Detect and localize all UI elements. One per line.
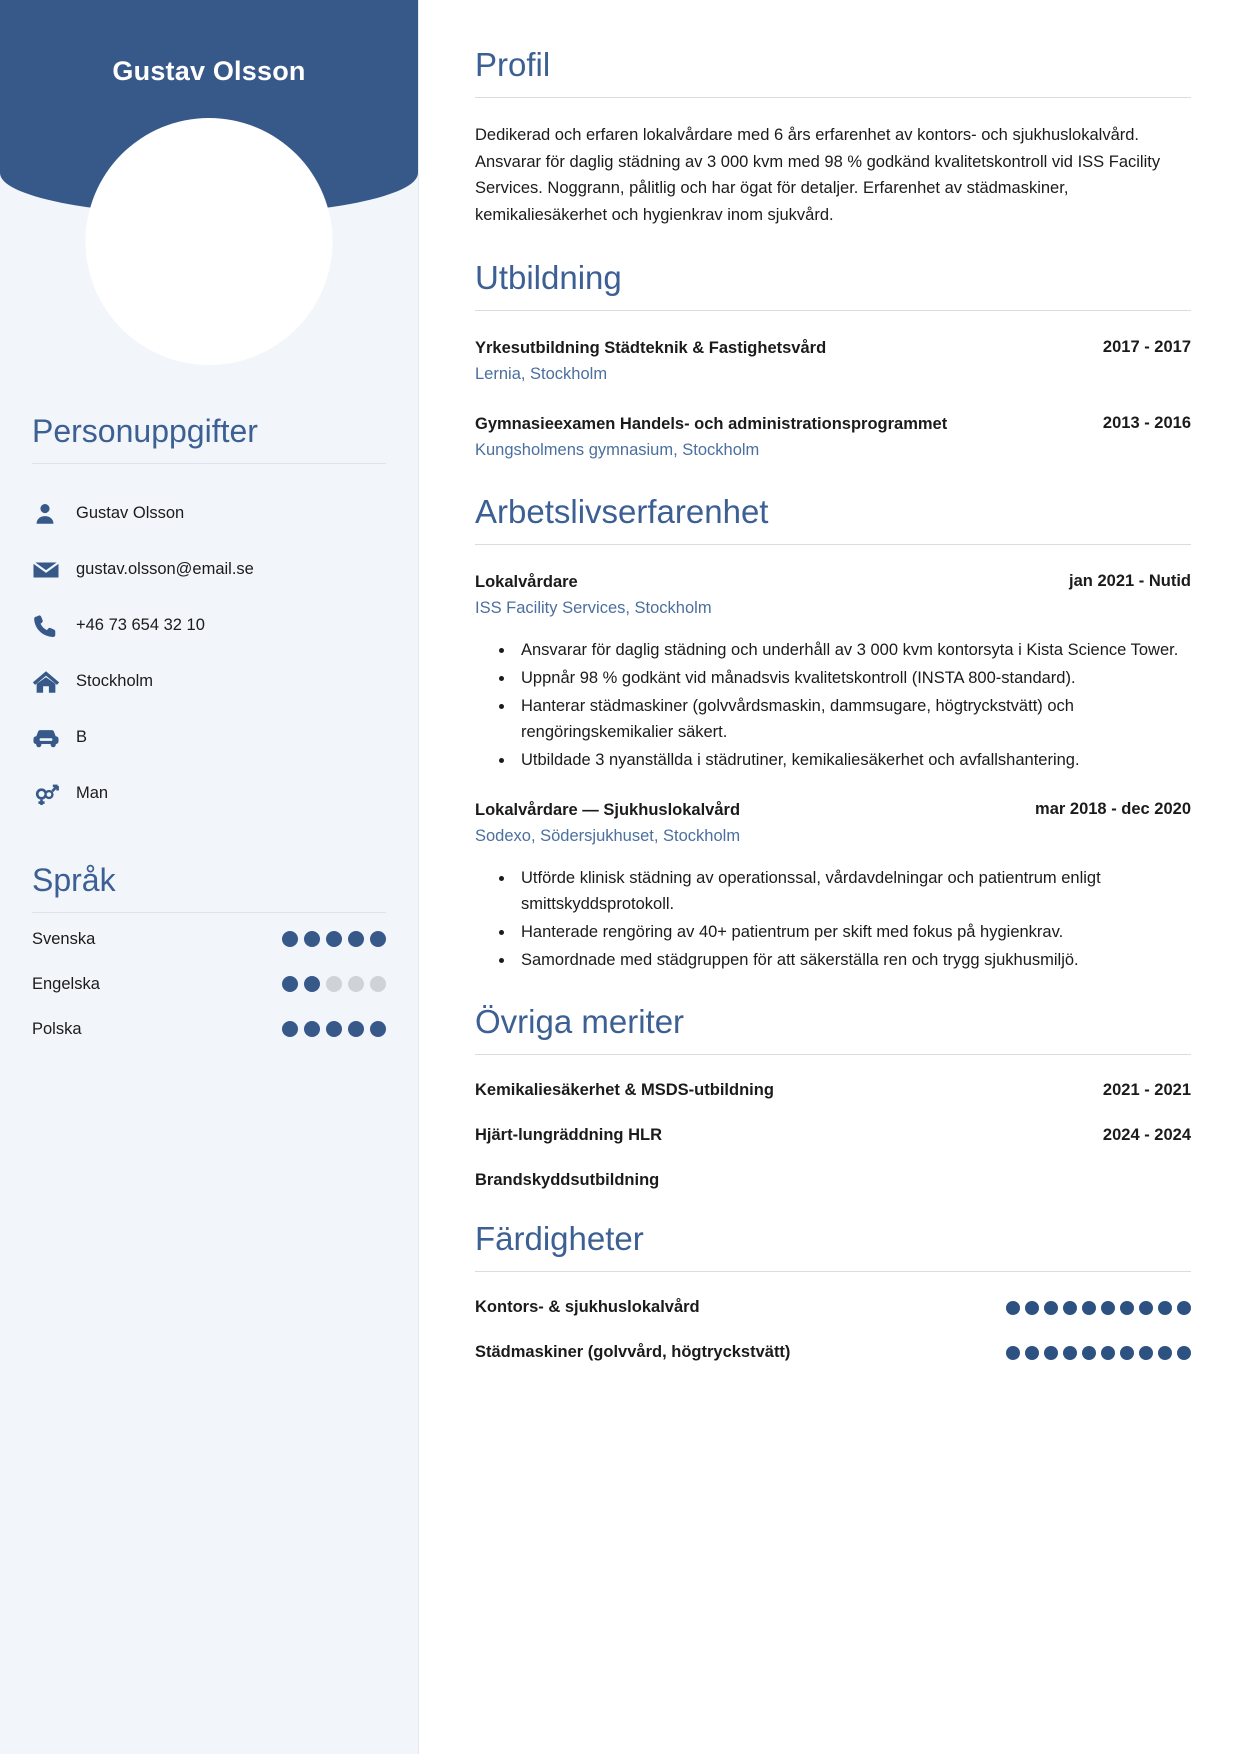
rating-dot — [282, 1021, 298, 1037]
job-bullets — [475, 637, 1191, 773]
rating-dot — [1101, 1301, 1115, 1315]
profile-section — [475, 46, 1191, 229]
detail-value-license: B — [76, 728, 88, 747]
avatar — [86, 118, 333, 365]
education-entry — [475, 413, 1191, 463]
job-employer: Sodexo, Södersjukhuset, Stockholm — [475, 827, 741, 846]
rating-dot — [1082, 1346, 1096, 1360]
rating-dot — [1063, 1301, 1077, 1315]
detail-value-phone: +46 73 654 32 10 — [76, 616, 205, 635]
rating-dot — [348, 1021, 364, 1037]
rating-dot — [326, 976, 342, 992]
rating-dot — [1044, 1346, 1058, 1360]
rating-dot — [370, 1021, 386, 1037]
job-bullets — [475, 865, 1191, 973]
merit-name: Brandskyddsutbildning — [475, 1171, 660, 1190]
rating-dot — [1177, 1301, 1191, 1315]
language-row — [32, 962, 386, 1007]
detail-value-email: gustav.olsson@email.se — [76, 560, 254, 579]
merit-row — [475, 1081, 1191, 1100]
divider — [475, 310, 1191, 311]
languages-heading: Språk — [32, 861, 116, 898]
language-name: Polska — [32, 1019, 82, 1038]
merit-date: 2024 - 2024 — [1102, 1126, 1191, 1145]
language-name: Svenska — [32, 929, 96, 948]
entry-header — [475, 799, 1191, 822]
job-bullet: • Hanterade rengöring av 40+ patientrum per skift med fokus på hygienkrav. — [515, 919, 1191, 945]
education-date: 2013 - 2016 — [1102, 413, 1191, 432]
skills-section — [475, 1220, 1191, 1362]
education-list — [475, 337, 1191, 463]
divider — [32, 912, 386, 913]
rating-dot — [1025, 1301, 1039, 1315]
main-content — [419, 0, 1241, 1754]
skills-heading: Färdigheter — [475, 1220, 644, 1258]
rating-dot — [1006, 1346, 1020, 1360]
language-row — [32, 917, 386, 962]
entry-header — [475, 571, 1191, 594]
education-title: Yrkesutbildning Städteknik & Fastighetsvård — [475, 338, 827, 357]
job-employer: ISS Facility Services, Stockholm — [475, 598, 712, 617]
rating-dot — [1158, 1346, 1172, 1360]
rating-dot — [348, 931, 364, 947]
job-bullet: • Utbildade 3 nyanställda i städrutiner, kemikaliesäkerhet och avfallshantering. — [515, 747, 1191, 773]
detail-row-email — [32, 542, 386, 598]
education-date: 2017 - 2017 — [1102, 337, 1191, 356]
rating-dot — [1139, 1301, 1153, 1315]
merit-name: Kemikaliesäkerhet & MSDS-utbildning — [475, 1081, 774, 1100]
detail-value-city: Stockholm — [76, 672, 154, 691]
experience-section — [475, 493, 1191, 974]
rating-dot — [304, 931, 320, 947]
language-rating — [282, 1021, 386, 1037]
divider — [475, 97, 1191, 98]
experience-entry — [475, 799, 1191, 973]
merits-heading: Övriga meriter — [475, 1003, 685, 1041]
merit-row — [475, 1126, 1191, 1145]
rating-dot — [326, 931, 342, 947]
home-icon — [32, 669, 72, 695]
car-icon — [32, 726, 72, 750]
job-title: Lokalvårdare — Sjukhuslokalvård — [475, 801, 741, 820]
rating-dot — [1063, 1346, 1077, 1360]
rating-dot — [1139, 1346, 1153, 1360]
rating-dot — [1044, 1301, 1058, 1315]
rating-dot — [370, 931, 386, 947]
education-title: Gymnasieexamen Handels- och administrationsprogrammet — [475, 414, 948, 433]
divider — [32, 463, 386, 464]
divider — [475, 1054, 1191, 1055]
skill-name: Städmaskiner (golvvård, högtryckstvätt) — [475, 1343, 791, 1362]
job-bullet: • Ansvarar för daglig städning och underhåll av 3 000 kvm kontorsyta i Kista Science Tower. — [515, 637, 1191, 663]
skill-rating — [1006, 1346, 1191, 1360]
language-row — [32, 1007, 386, 1052]
skills-list — [475, 1298, 1191, 1362]
envelope-icon — [32, 557, 72, 583]
language-name: Engelska — [32, 974, 100, 993]
rating-dot — [282, 976, 298, 992]
rating-dot — [1177, 1346, 1191, 1360]
experience-list — [475, 571, 1191, 974]
job-date: mar 2018 - dec 2020 — [1035, 800, 1191, 819]
job-title: Lokalvårdare — [475, 572, 578, 591]
entry-header — [475, 337, 1191, 360]
personal-details-list — [32, 486, 386, 822]
education-entry — [475, 337, 1191, 387]
rating-dot — [304, 1021, 320, 1037]
job-bullet: • Utförde klinisk städning av operationssal, vårdavdelningar och patientrum enligt smittskyddsprotokoll. — [515, 865, 1191, 917]
rating-dot — [1101, 1346, 1115, 1360]
skill-name: Kontors- & sjukhuslokalvård — [475, 1298, 700, 1317]
personal-details-section — [0, 403, 418, 822]
merit-name: Hjärt-lungräddning HLR — [475, 1126, 662, 1145]
job-bullet: • Uppnår 98 % godkänt vid månadsvis kvalitetskontroll (INSTA 800-standard). — [515, 665, 1191, 691]
skill-row — [475, 1298, 1191, 1317]
language-rating — [282, 976, 386, 992]
merits-section — [475, 1003, 1191, 1190]
skill-rating — [1006, 1301, 1191, 1315]
profile-text: Dedikerad och erfaren lokalvårdare med 6 års erfarenhet av kontors- och sjukhuslokalvård. Ansvarar för daglig städning av 3 000 kvm med 98 % godkänd kvalitetskontroll vid ISS Facility Services. Noggrann, pålitlig och har ögat för detaljer. Erfarenhet av städmaskiner, kemikaliesäkerhet och hygienkrav inom sjukvård. — [475, 125, 1161, 225]
rating-dot — [304, 976, 320, 992]
education-institution: Lernia, Stockholm — [475, 364, 608, 383]
candidate-name: Gustav Olsson — [112, 56, 306, 86]
merit-date: 2021 - 2021 — [1102, 1081, 1191, 1100]
detail-value-gender: Man — [76, 784, 109, 803]
skill-row — [475, 1343, 1191, 1362]
rating-dot — [370, 976, 386, 992]
detail-value-name: Gustav Olsson — [76, 504, 185, 523]
education-section — [475, 259, 1191, 463]
person-icon — [32, 501, 72, 527]
job-date: jan 2021 - Nutid — [1069, 571, 1191, 590]
rating-dot — [1120, 1301, 1134, 1315]
languages-section — [0, 852, 418, 1052]
merit-row — [475, 1171, 1191, 1190]
rating-dot — [1006, 1301, 1020, 1315]
rating-dot — [1158, 1301, 1172, 1315]
detail-row-gender — [32, 766, 386, 822]
rating-dot — [1025, 1346, 1039, 1360]
rating-dot — [1120, 1346, 1134, 1360]
personal-details-heading: Personuppgifter — [32, 413, 258, 449]
experience-entry — [475, 571, 1191, 773]
rating-dot — [348, 976, 364, 992]
rating-dot — [282, 931, 298, 947]
job-bullet: • Hanterar städmaskiner (golvvårdsmaskin, dammsugare, högtryckstvätt) och rengöringskemikalier säkert. — [515, 693, 1191, 745]
education-institution: Kungsholmens gymnasium, Stockholm — [475, 440, 760, 459]
divider — [475, 544, 1191, 545]
detail-row-name — [32, 486, 386, 542]
detail-row-license — [32, 710, 386, 766]
rating-dot — [1082, 1301, 1096, 1315]
rating-dot — [326, 1021, 342, 1037]
sidebar — [0, 0, 419, 1754]
profile-heading: Profil — [475, 46, 551, 83]
divider — [475, 1271, 1191, 1272]
languages-list — [32, 917, 386, 1052]
language-rating — [282, 931, 386, 947]
merits-list — [475, 1081, 1191, 1190]
job-bullet: • Samordnade med städgruppen för att säkerställa ren och trygg sjukhusmiljö. — [515, 947, 1191, 973]
experience-heading: Arbetslivserfarenhet — [475, 492, 769, 530]
gender-icon — [32, 781, 72, 807]
phone-icon — [32, 613, 72, 639]
detail-row-phone — [32, 598, 386, 654]
detail-row-city — [32, 654, 386, 710]
education-heading: Utbildning — [475, 258, 622, 296]
entry-header — [475, 413, 1191, 436]
